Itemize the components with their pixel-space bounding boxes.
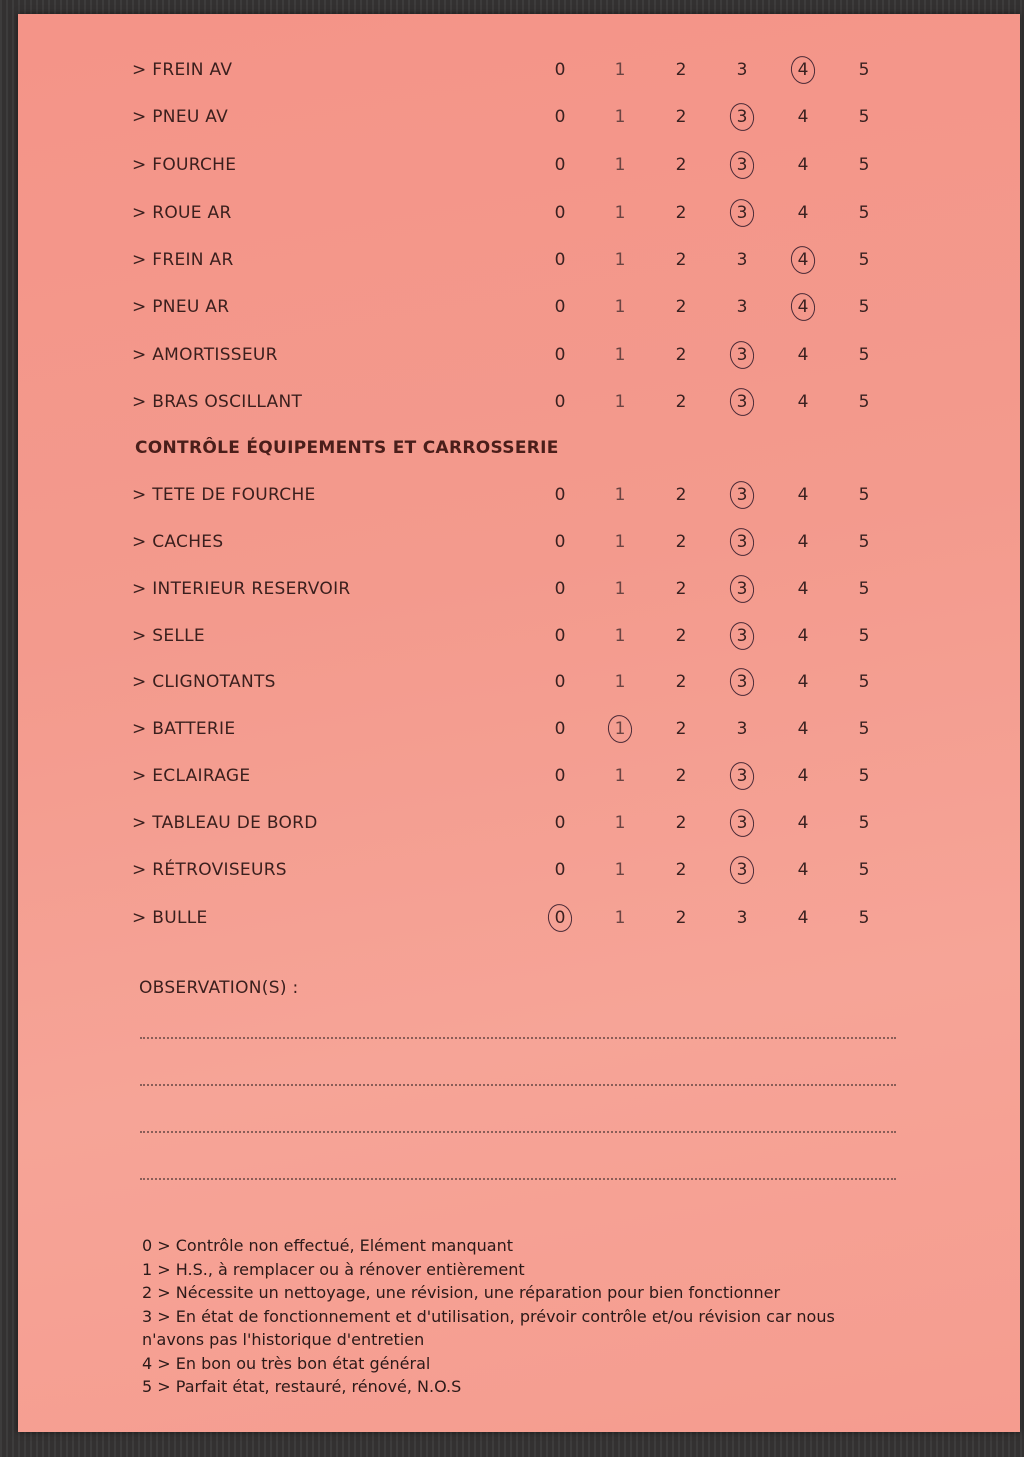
checklist-row	[18, 622, 1020, 652]
score-option[interactable]: 1	[614, 579, 626, 599]
score-option[interactable]: 2	[675, 60, 687, 80]
item-label: > RÉTROVISEURS	[132, 860, 287, 880]
checklist-row	[18, 103, 1020, 133]
checklist-row	[18, 856, 1020, 886]
item-label: > TETE DE FOURCHE	[132, 485, 316, 505]
item-label: > TABLEAU DE BORD	[132, 813, 318, 833]
score-option[interactable]: 4	[797, 345, 809, 365]
selected-score[interactable]: 3	[727, 392, 757, 412]
selected-score[interactable]: 3	[727, 672, 757, 692]
item-label: > PNEU AR	[132, 297, 230, 317]
item-label: > FREIN AR	[132, 250, 234, 270]
score-option[interactable]: 1	[614, 626, 626, 646]
score-option[interactable]: 5	[858, 719, 870, 739]
selected-score[interactable]: 4	[788, 297, 818, 317]
checklist-row	[18, 715, 1020, 745]
selected-score[interactable]: 3	[727, 155, 757, 175]
item-label: > CLIGNOTANTS	[132, 672, 276, 692]
score-option[interactable]: 2	[675, 485, 687, 505]
score-option[interactable]: 0	[554, 719, 566, 739]
score-option[interactable]: 1	[614, 672, 626, 692]
score-option[interactable]: 4	[797, 908, 809, 928]
score-option[interactable]: 4	[797, 626, 809, 646]
score-option[interactable]: 4	[797, 203, 809, 223]
score-option[interactable]: 4	[797, 107, 809, 127]
score-option[interactable]: 4	[797, 532, 809, 552]
observation-line[interactable]	[140, 1178, 896, 1180]
score-option[interactable]: 1	[614, 813, 626, 833]
score-option[interactable]: 2	[675, 250, 687, 270]
score-option[interactable]: 2	[675, 532, 687, 552]
score-option[interactable]: 4	[797, 813, 809, 833]
score-option[interactable]: 3	[736, 250, 748, 270]
score-option[interactable]: 0	[554, 813, 566, 833]
selected-score[interactable]: 3	[727, 107, 757, 127]
item-label: > BATTERIE	[132, 719, 236, 739]
score-option[interactable]: 5	[858, 908, 870, 928]
score-option[interactable]: 0	[554, 345, 566, 365]
score-option[interactable]: 1	[614, 203, 626, 223]
legend-line: 1 > H.S., à remplacer ou à rénover entièrement	[142, 1259, 525, 1279]
checklist-row	[18, 528, 1020, 558]
score-option[interactable]: 1	[614, 107, 626, 127]
score-option[interactable]: 0	[554, 107, 566, 127]
score-option[interactable]: 1	[614, 250, 626, 270]
observation-line[interactable]	[140, 1131, 896, 1133]
score-option[interactable]: 0	[554, 532, 566, 552]
score-option[interactable]: 1	[614, 345, 626, 365]
score-option[interactable]: 1	[614, 908, 626, 928]
score-option[interactable]: 2	[675, 672, 687, 692]
score-option[interactable]: 4	[797, 485, 809, 505]
score-option[interactable]: 1	[614, 297, 626, 317]
score-option[interactable]: 1	[614, 766, 626, 786]
score-option[interactable]: 1	[614, 485, 626, 505]
score-option[interactable]: 0	[554, 672, 566, 692]
legend-line: 2 > Nécessite un nettoyage, une révision, une réparation pour bien fonctionner	[142, 1283, 781, 1302]
score-option[interactable]: 4	[797, 155, 809, 175]
score-option[interactable]: 3	[736, 60, 748, 80]
item-label: > BRAS OSCILLANT	[132, 392, 303, 412]
checklist-row	[18, 246, 1020, 276]
item-label: > FOURCHE	[132, 155, 237, 175]
score-option[interactable]: 5	[858, 60, 870, 80]
score-option[interactable]: 1	[614, 60, 626, 80]
score-option[interactable]: 5	[858, 345, 870, 365]
score-option[interactable]: 2	[675, 155, 687, 175]
checklist-row	[18, 199, 1020, 229]
legend-line: 4 > En bon ou très bon état général	[142, 1353, 431, 1373]
item-label: > ECLAIRAGE	[132, 766, 251, 786]
score-option[interactable]: 1	[614, 155, 626, 175]
score-option[interactable]: 3	[736, 719, 748, 739]
item-label: > ROUE AR	[132, 203, 232, 223]
selected-score[interactable]: 3	[727, 766, 757, 786]
score-option[interactable]: 0	[554, 392, 566, 412]
score-option[interactable]: 4	[797, 392, 809, 412]
score-option[interactable]: 0	[554, 860, 566, 880]
item-label: > FREIN AV	[132, 60, 233, 80]
score-option[interactable]: 4	[797, 766, 809, 786]
score-option[interactable]: 5	[858, 579, 870, 599]
selected-score[interactable]: 3	[727, 813, 757, 833]
legend-line: 3 > En état de fonctionnement et d'utilisation, prévoir contrôle et/ou révision car nous	[142, 1306, 835, 1326]
score-option[interactable]: 0	[554, 155, 566, 175]
item-label: > SELLE	[132, 626, 205, 646]
selected-score[interactable]: 1	[605, 719, 635, 739]
legend-line: 5 > Parfait état, restauré, rénové, N.O.S	[142, 1377, 462, 1396]
checklist-row	[18, 481, 1020, 511]
score-option[interactable]: 2	[675, 579, 687, 599]
item-label: > BULLE	[132, 908, 208, 928]
score-option[interactable]: 2	[675, 766, 687, 786]
score-option[interactable]: 2	[675, 908, 687, 928]
score-option[interactable]: 0	[554, 203, 566, 223]
observation-line[interactable]	[140, 1037, 896, 1039]
score-option[interactable]: 0	[554, 250, 566, 270]
checklist-row	[18, 151, 1020, 181]
score-option[interactable]: 4	[797, 672, 809, 692]
score-option[interactable]: 0	[554, 626, 566, 646]
observation-line[interactable]	[140, 1084, 896, 1086]
item-label: > CACHES	[132, 532, 224, 552]
score-option[interactable]: 2	[675, 345, 687, 365]
score-option[interactable]: 2	[675, 297, 687, 317]
score-option[interactable]: 5	[858, 626, 870, 646]
score-option[interactable]: 0	[554, 579, 566, 599]
score-option[interactable]: 5	[858, 860, 870, 880]
checklist-row	[18, 56, 1020, 86]
score-option[interactable]: 5	[858, 766, 870, 786]
score-option[interactable]: 5	[858, 532, 870, 552]
selected-score[interactable]: 3	[727, 626, 757, 646]
score-option[interactable]: 2	[675, 719, 687, 739]
score-option[interactable]: 3	[736, 908, 748, 928]
inspection-sheet	[18, 14, 1020, 1432]
score-option[interactable]: 2	[675, 203, 687, 223]
checklist-row	[18, 904, 1020, 934]
selected-score[interactable]: 3	[727, 579, 757, 599]
score-option[interactable]: 2	[675, 860, 687, 880]
item-label: > INTERIEUR RESERVOIR	[132, 579, 351, 599]
score-option[interactable]: 5	[858, 107, 870, 127]
score-option[interactable]: 4	[797, 719, 809, 739]
selected-score[interactable]: 4	[788, 60, 818, 80]
checklist-row	[18, 388, 1020, 418]
item-label: > PNEU AV	[132, 107, 229, 127]
checklist-row	[18, 762, 1020, 792]
section-title: CONTRÔLE ÉQUIPEMENTS ET CARROSSERIE	[135, 438, 559, 458]
score-option[interactable]: 4	[797, 860, 809, 880]
score-option[interactable]: 0	[554, 60, 566, 80]
selected-score[interactable]: 0	[545, 908, 575, 928]
score-option[interactable]: 5	[858, 297, 870, 317]
score-option[interactable]: 0	[554, 766, 566, 786]
score-option[interactable]: 1	[614, 860, 626, 880]
checklist-row	[18, 809, 1020, 839]
selected-score[interactable]: 4	[788, 250, 818, 270]
rating-legend	[142, 1234, 902, 1399]
score-option[interactable]: 5	[858, 250, 870, 270]
selected-score[interactable]: 3	[727, 532, 757, 552]
score-option[interactable]: 2	[675, 813, 687, 833]
score-option[interactable]: 0	[554, 485, 566, 505]
score-option[interactable]: 5	[858, 672, 870, 692]
item-label: > AMORTISSEUR	[132, 345, 278, 365]
score-option[interactable]: 2	[675, 107, 687, 127]
score-option[interactable]: 5	[858, 203, 870, 223]
selected-score[interactable]: 3	[727, 203, 757, 223]
score-option[interactable]: 2	[675, 392, 687, 412]
score-option[interactable]: 1	[614, 532, 626, 552]
observations-label: OBSERVATION(S) :	[139, 978, 299, 998]
score-option[interactable]: 5	[858, 813, 870, 833]
score-option[interactable]: 4	[797, 579, 809, 599]
checklist-row	[18, 668, 1020, 698]
legend-line: n'avons pas l'historique d'entretien	[142, 1330, 425, 1349]
score-option[interactable]: 0	[554, 297, 566, 317]
score-option[interactable]: 5	[858, 392, 870, 412]
score-option[interactable]: 5	[858, 155, 870, 175]
checklist-row	[18, 341, 1020, 371]
score-option[interactable]: 2	[675, 626, 687, 646]
selected-score[interactable]: 3	[727, 485, 757, 505]
score-option[interactable]: 5	[858, 485, 870, 505]
score-option[interactable]: 1	[614, 392, 626, 412]
selected-score[interactable]: 3	[727, 345, 757, 365]
score-option[interactable]: 3	[736, 297, 748, 317]
checklist-row	[18, 575, 1020, 605]
legend-line: 0 > Contrôle non effectué, Elément manquant	[142, 1236, 513, 1255]
checklist-row	[18, 293, 1020, 323]
selected-score[interactable]: 3	[727, 860, 757, 880]
